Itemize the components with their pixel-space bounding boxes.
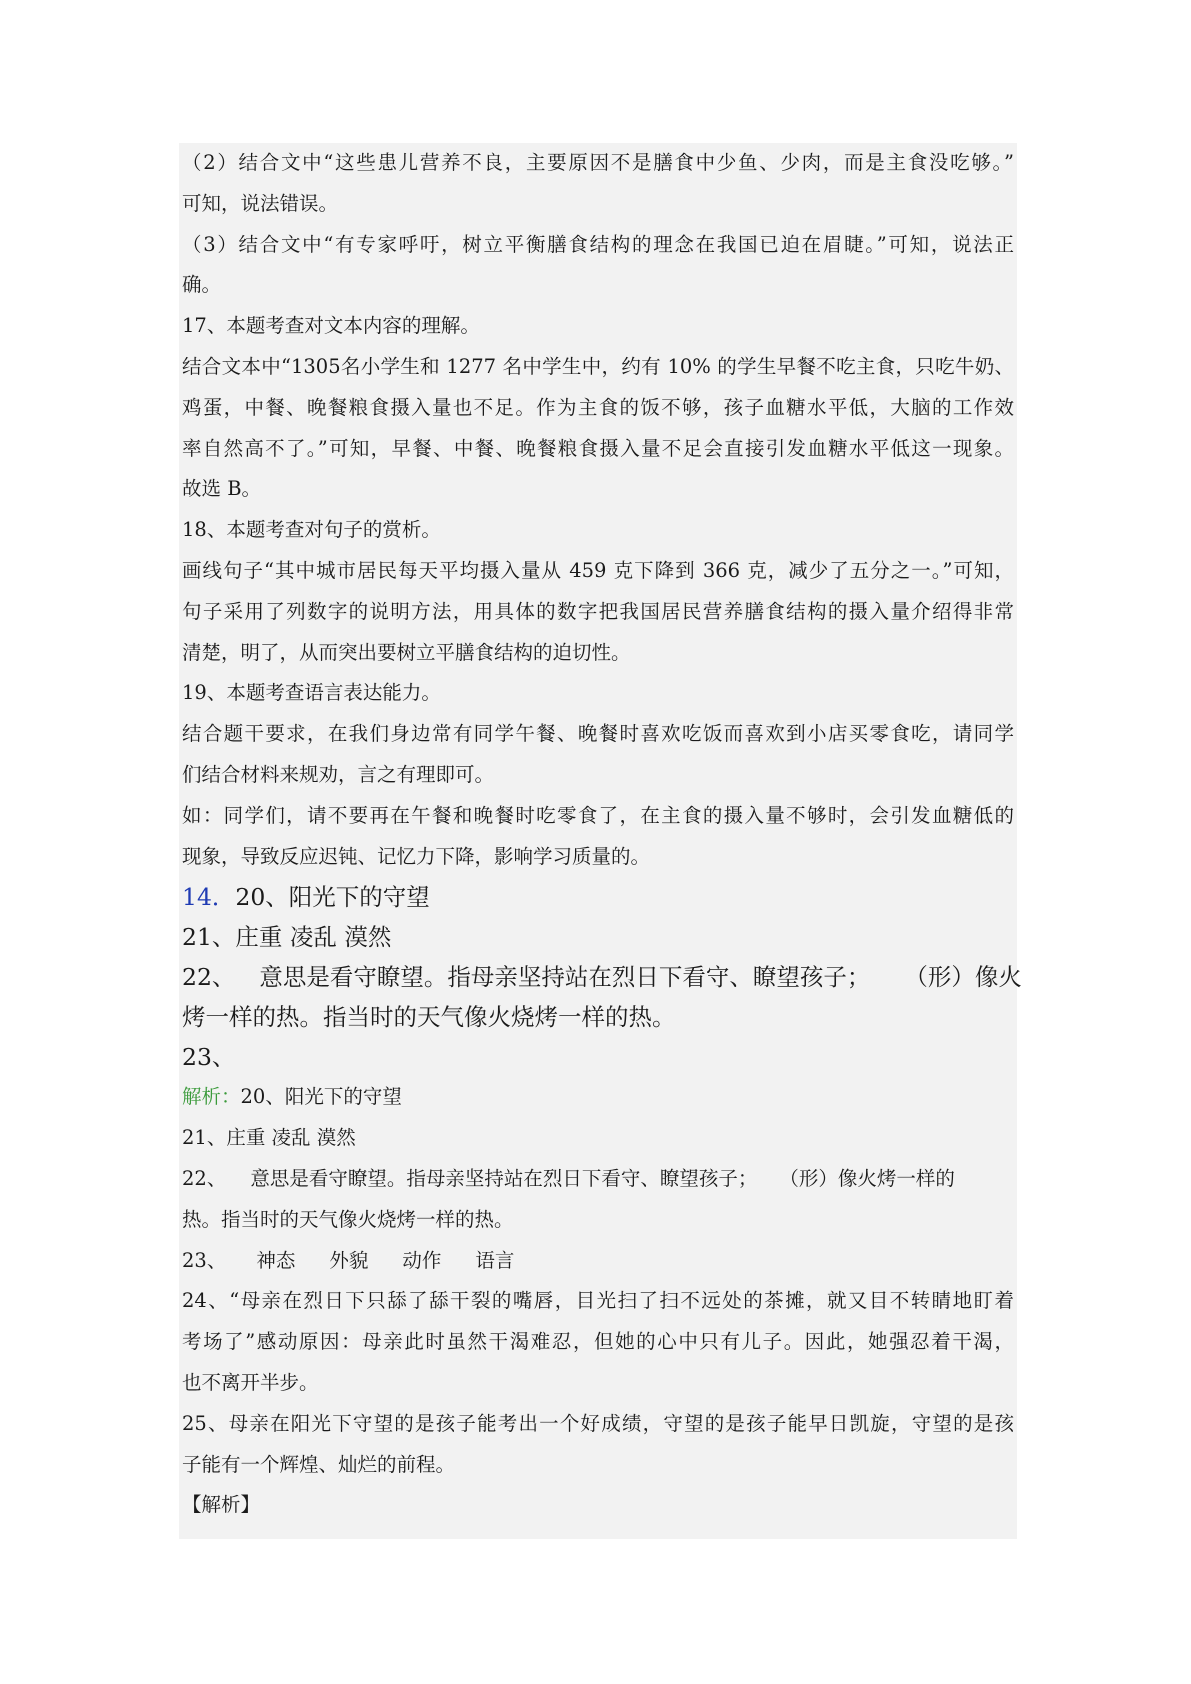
analysis-number: 23、 <box>182 1248 227 1272</box>
analysis-number: 22、 <box>182 1166 227 1190</box>
answer-text: 意思是看守瞭望。指母亲坚持站在烈日下看守、瞭望孩子； <box>259 963 871 992</box>
answer-item: 外貌 <box>329 1248 369 1272</box>
question-heading: 19、本题考查语言表达能力。 <box>182 681 441 705</box>
analysis-label: 解析： <box>182 1085 241 1109</box>
document-content <box>182 143 1022 1526</box>
answer-text: （形）像火 <box>904 963 1022 992</box>
analysis-heading: 【解析】 <box>182 1493 261 1517</box>
text-line: 结合文本中“1305名小学生和 1277 名中学生中，约有 10% 的学生早餐不吃主食，只吃牛奶、 <box>182 354 1014 378</box>
analysis-line: 21、庄重 凌乱 漠然 <box>182 1126 356 1150</box>
text-line: 们结合材料来规劝，言之有理即可。 <box>182 762 495 786</box>
question-heading: 18、本题考查对句子的赏析。 <box>182 518 441 542</box>
analysis-line: 热。指当时的天气像火烧烤一样的热。 <box>182 1207 514 1231</box>
analysis-line <box>182 1159 1014 1200</box>
analysis-line: 也不离开半步。 <box>182 1370 319 1394</box>
answer-item: 动作 <box>402 1248 442 1272</box>
text-line: 清楚，明了，从而突出要树立平膳食结构的迫切性。 <box>182 640 631 664</box>
answer-text: 20、阳光下的守望 <box>235 883 430 912</box>
text-line: （3）结合文中“有专家呼吁，树立平衡膳食结构的理念在我国已迫在眉睫。”可知，说法正 <box>182 232 1014 256</box>
answer-number: 22、 <box>182 963 236 992</box>
text-line: 可知，说法错误。 <box>182 191 339 215</box>
text-line: 故选 B。 <box>182 477 262 501</box>
question-heading: 17、本题考查对文本内容的理解。 <box>182 314 480 338</box>
answer-item: 语言 <box>475 1248 515 1272</box>
text-line: 确。 <box>182 273 222 297</box>
text-line: 画线句子“其中城市居民每天平均摄入量从 459 克下降到 366 克，减少了五分之一。”可知， <box>182 558 1014 582</box>
text-line: （2）结合文中“这些患儿营养不良，主要原因不是膳食中少鱼、少肉，而是主食没吃够。” <box>182 151 1014 174</box>
answer-line <box>182 877 1014 917</box>
text-line: 句子采用了列数字的说明方法，用具体的数字把我国居民营养膳食结构的摄入量介绍得非常 <box>182 599 1014 623</box>
analysis-text: （形）像火烤一样的 <box>779 1166 955 1190</box>
text-line: 如：同学们，请不要再在午餐和晚餐时吃零食了，在主食的摄入量不够时，会引发血糖低的 <box>182 803 1014 827</box>
answer-item: 神态 <box>256 1248 296 1272</box>
analysis-line <box>182 1241 1014 1282</box>
analysis-text: 意思是看守瞭望。指母亲坚持站在烈日下看守、瞭望孩子； <box>250 1166 758 1190</box>
analysis-line <box>182 1077 1014 1118</box>
analysis-line: 24、“母亲在烈日下只舔了舔干裂的嘴唇，目光扫了扫不远处的茶摊，就又目不转睛地盯着 <box>182 1289 1014 1313</box>
analysis-line: 考场了”感动原因：母亲此时虽然干渴难忍，但她的心中只有儿子。因此，她强忍着干渴， <box>182 1330 1014 1354</box>
analysis-line: 子能有一个辉煌、灿烂的前程。 <box>182 1452 456 1476</box>
text-line: 鸡蛋，中餐、晚餐粮食摄入量也不足。作为主食的饭不够，孩子血糖水平低，大脑的工作效 <box>182 395 1014 419</box>
answer-line <box>182 957 1022 997</box>
analysis-line: 25、母亲在阳光下守望的是孩子能考出一个好成绩，守望的是孩子能早日凯旋，守望的是孩 <box>182 1411 1014 1435</box>
text-line: 结合题干要求，在我们身边常有同学午餐、晚餐时喜欢吃饭而喜欢到小店买零食吃，请同学 <box>182 722 1014 746</box>
answer-line: 21、庄重 凌乱 漠然 <box>182 923 392 952</box>
answer-line: 23、 <box>182 1043 236 1072</box>
text-line: 率自然高不了。”可知，早餐、中餐、晚餐粮食摄入量不足会直接引发血糖水平低这一现象。 <box>182 436 1014 460</box>
question-number: 14． <box>182 883 236 912</box>
answer-line: 烤一样的热。指当时的天气像火烧烤一样的热。 <box>182 1003 676 1032</box>
analysis-text: 20、阳光下的守望 <box>240 1085 402 1109</box>
text-line: 现象，导致反应迟钝、记忆力下降，影响学习质量的。 <box>182 844 651 868</box>
